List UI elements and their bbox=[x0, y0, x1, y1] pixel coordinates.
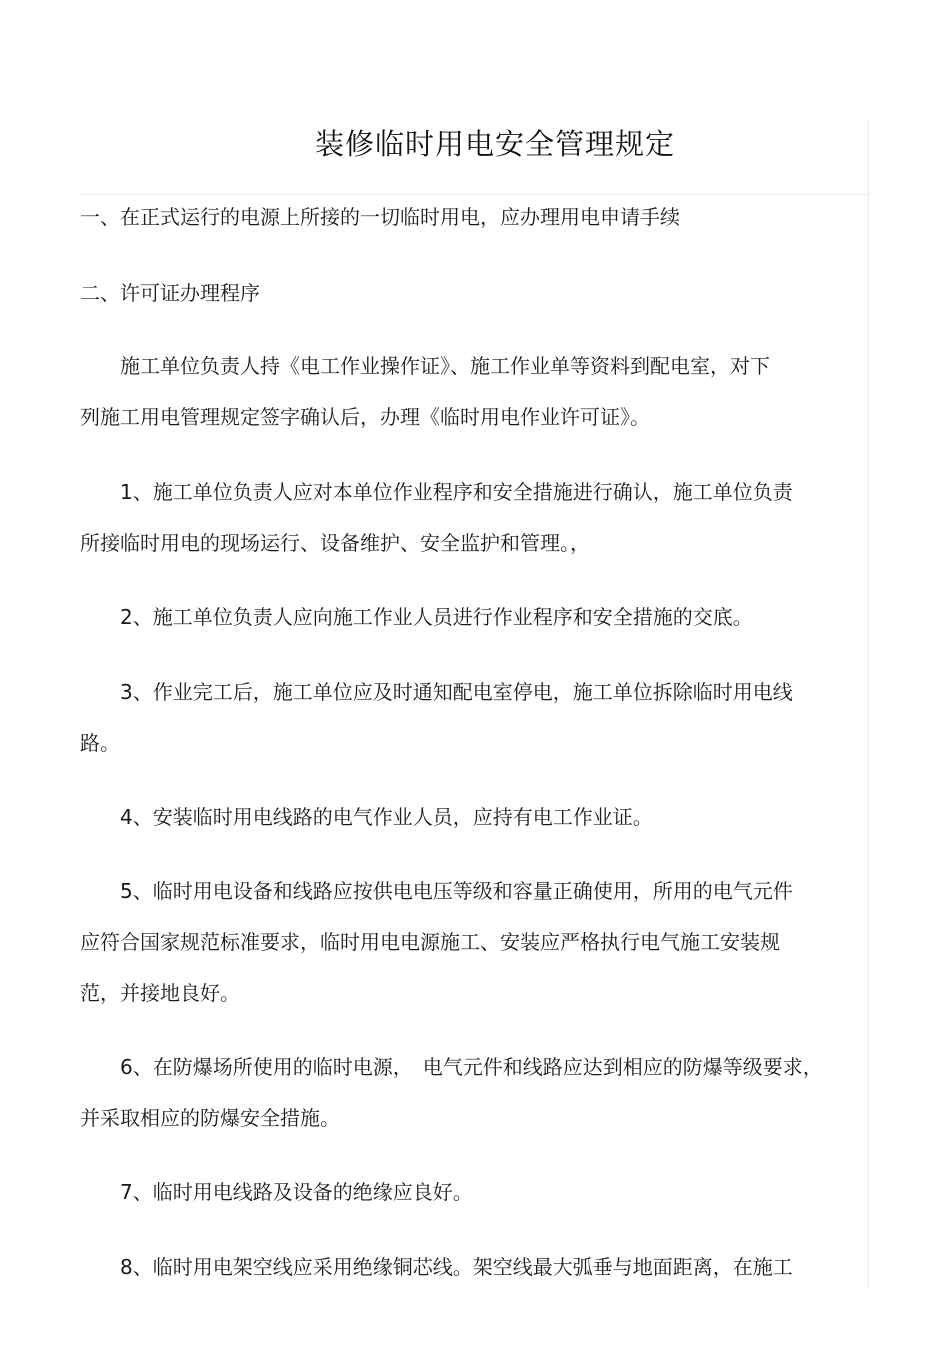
paragraph-line: 3、作业完工后，施工单位应及时通知配电室停电，施工单位拆除临时用电线 bbox=[120, 680, 793, 704]
paragraph-line: 7、临时用电线路及设备的绝缘应良好。 bbox=[120, 1180, 473, 1204]
paragraph-line: 8、临时用电架空线应采用绝缘铜芯线。架空线最大弧垂与地面距离，在施工 bbox=[120, 1255, 793, 1279]
paragraph-line: 列施工用电管理规定签字确认后，办理《临时用电作业许可证》。 bbox=[80, 405, 650, 429]
section-heading-1: 一、在正式运行的电源上所接的一切临时用电，应办理用电申请手续 bbox=[80, 205, 680, 229]
paragraph-line: 5、临时用电设备和线路应按供电电压等级和容量正确使用，所用的电气元件 bbox=[120, 879, 793, 903]
page-border-right bbox=[868, 118, 869, 1288]
paragraph-line: 并采取相应的防爆安全措施。 bbox=[80, 1106, 340, 1130]
paragraph-line: 施工单位负责人持《电工作业操作证》、施工作业单等资料到配电室，对下 bbox=[120, 354, 770, 378]
paragraph-line: 路。 bbox=[80, 731, 120, 755]
paragraph-line: 4、安装临时用电线路的电气作业人员，应持有电工作业证。 bbox=[120, 805, 653, 829]
paragraph-line: 2、施工单位负责人应向施工作业人员进行作业程序和安全措施的交底。 bbox=[120, 605, 753, 629]
page-title: 装修临时用电安全管理规定 bbox=[314, 127, 675, 161]
paragraph-line: 6、在防爆场所使用的临时电源， 电气元件和线路应达到相应的防爆等级要求， bbox=[120, 1055, 823, 1079]
paragraph-line: 1、施工单位负责人应对本单位作业程序和安全措施进行确认，施工单位负责 bbox=[120, 480, 793, 504]
paragraph-line: 所接临时用电的现场运行、设备维护、安全监护和管理。， bbox=[80, 531, 590, 555]
paragraph-line: 应符合国家规范标准要求，临时用电电源施工、安装应严格执行电气施工安装规 bbox=[80, 930, 780, 954]
page-border-top bbox=[80, 194, 869, 195]
paragraph-line: 范，并接地良好。 bbox=[80, 981, 240, 1005]
section-heading-2: 二、许可证办理程序 bbox=[80, 281, 260, 305]
